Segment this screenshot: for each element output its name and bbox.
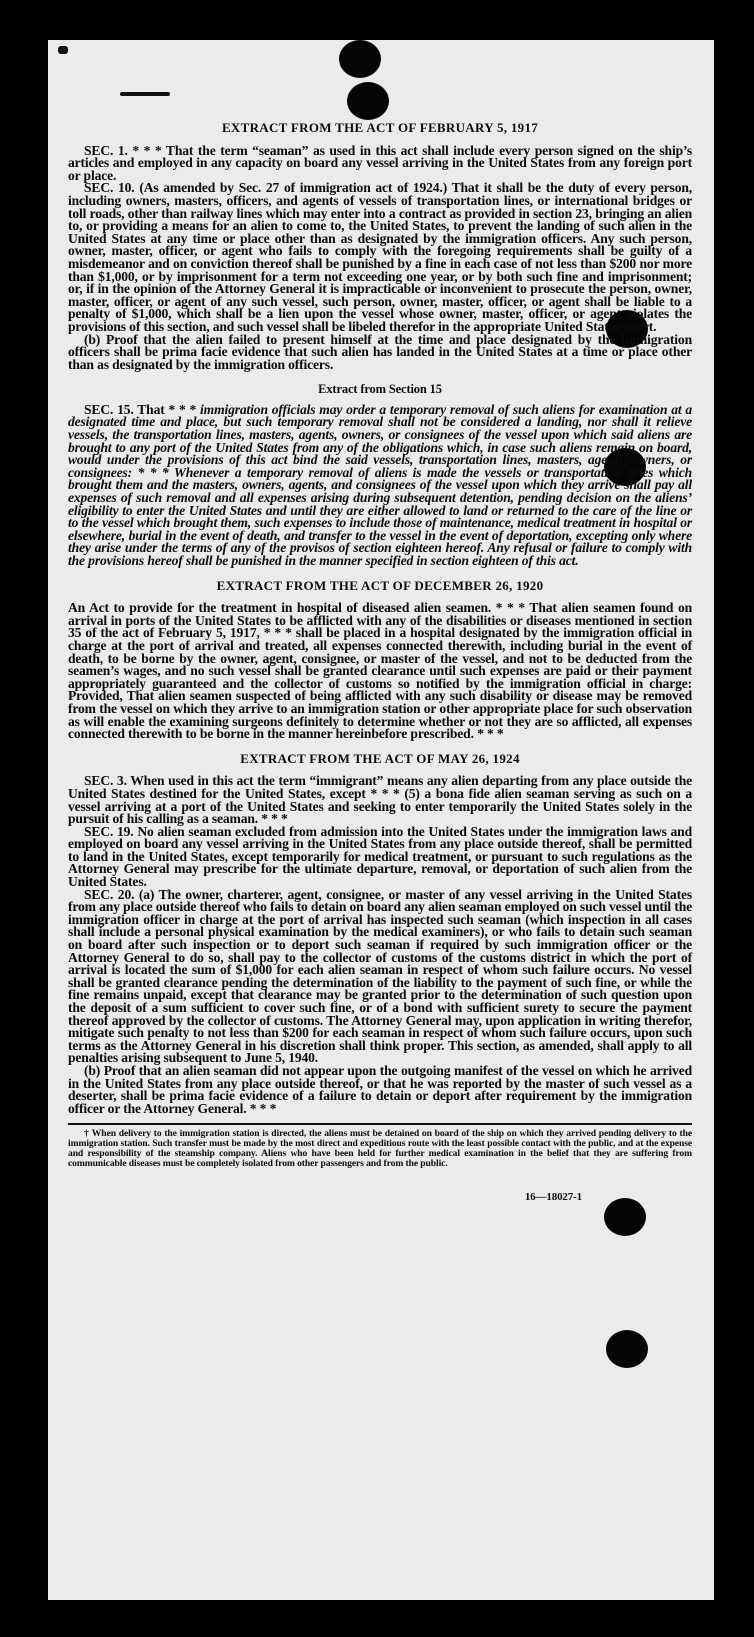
footnote: † When delivery to the immigration station is directed, the aliens must be detained on board of the ship on which they arrived pending delivery to the immigration station. Such transfer must be made by the most direct and expeditious route with the least possible contact with the public, and at the expense and responsibility of the steamship company. Aliens who have been held for further medical examination in the belief that they are suffering from communicable diseases must be completely isolated from other passengers and from the public. [68, 1128, 692, 1170]
paragraph-sec-20-b: (b) Proof that an alien seaman did not appear upon the outgoing manifest of the vessel on which he arrived in the United States from any place outside thereof, or that he was reported by the master of such vessel as a deserter, shall be prima facie evidence of a failure to detain or deport after requirement by the immigration officer or the Attorney General. * * * [68, 1062, 692, 1116]
paragraph-sec-1: SEC. 1. * * * That the term “seaman” as used in this act shall include every person signed on the ship’s articles and employed in any capacity on board any vessel arriving in the United States from any foreign port or place. [68, 142, 692, 183]
heading-act-1920: EXTRACT FROM THE ACT OF DECEMBER 26, 1920 [216, 577, 544, 593]
paragraph-act-1920: An Act to provide for the treatment in hospital of diseased alien seamen. * * * That alien seamen found on arrival in ports of the United States to be afflicted with any of the disabilities or diseases mentioned in section 35 of the act of February 5, 1917, * * * shall be placed in a hospital designated by the immigration official in charge at the port of arrival and treated, all expenses connected therewith, including burial in the event of death, to be borne by the owner, agent, consignee, or master of the vessel, and not to be deducted from the seamen’s wages, and no such vessel shall be granted clearance until such expenses are paid or their payment appropriately guaranteed and the collector of customs so notified by the immigration official in charge: Provided, That alien seamen suspected of being afflicted with any such disability or disease may be removed from the vessel on which they arrive to an immigration station or other appropriate place for such observation as will enable the examining surgeons definitely to determine whether or not they are so afflicted, all expenses connected therewith to be borne in the manner hereinbefore prescribed. * * * [68, 600, 692, 742]
heading-act-1917: EXTRACT FROM THE ACT OF FEBRUARY 5, 1917 [221, 120, 539, 135]
paragraph-sec-20-a: SEC. 20. (a) The owner, charterer, agent, consignee, or master of any vessel arriving in the United States from any place outside thereof who fails to detain on board any alien seaman employed on such vessel until the immigration officer in charge at the port of arrival has inspected such seaman (which inspection in all cases shall include a personal physical examination by the medical examiners), or who fails to detain such seaman on board after such inspection or to deport such seaman if required by such immigration officer or the Attorney General to do so, shall pay to the collector of customs of the customs district in which the port of arrival is located the sum of $1,000 for each alien seaman in respect of whom such failure occurs. No vessel shall be granted clearance pending the determination of the liability to the payment of such fine, or while the fine remains unpaid, except that clearance may be granted prior to the determination of such question upon the deposit of a sum sufficient to cover such fine, or of a bond with sufficient surety to secure the payment thereof approved by the collector of customs. The Attorney General may, upon application in writing therefor, mitigate such penalty to not less than $200 for each seaman in respect of whom such failure occurs, upon such terms as the Attorney General in his discretion shall think proper. This section, as amended, shall apply to all penalties arising subsequent to June 5, 1940. [68, 886, 692, 1066]
ink-smudge [58, 46, 68, 54]
divider [68, 1123, 692, 1125]
sec-15-body: immigration officials may order a temporary removal of such aliens for examination at a designated time and place, but such temporary removal shall not be considered a landing, nor shall it relieve vessels, the transportation lines, masters, agents, owners, or consignees of the vessel upon which said aliens are brought to any port of the United States from any of the obligations which, in case such aliens remain on board, would under the provisions of this act bind the said vessels, transportation lines, masters, agents, owners, or consignees: * * * Whenever a temporary removal of aliens is made the vessels or transportation lines which brought them and the masters, owners, agents, and consignees of the vessel upon which they arrive shall pay all expenses of such removal and all expenses arising during subsequent detention, pending decision on the aliens’ eligibility to enter the United States and until they are either allowed to land or returned to the care of the line or to the vessel which brought them, such expenses to include those of maintenance, medical treatment in hospital or elsewhere, burial in the event of death, and transfer to the vessel in the event of deportation, excepting only where they arise under the terms of any of the provisos of section eighteen hereof. Any refusal or failure to comply with the provisions hereof shall be punished in the manner specified in section eighteen of this act. [68, 401, 693, 568]
heading-act-1924: EXTRACT FROM THE ACT OF MAY 26, 1924 [240, 750, 520, 766]
form-number: 16—18027-1 [524, 1191, 582, 1204]
punch-hole [339, 40, 381, 78]
paragraph-sec-10-b: (b) Proof that the alien failed to present himself at the time and place designated by the immigration officers shall be prima facie evidence that such alien has landed in the United States at a time or place other than as designated by the immigration officers. [68, 331, 692, 372]
paragraph-sec-3: SEC. 3. When used in this act the term “immigrant” means any alien departing from any place outside the United States destined for the United States, except * * * (5) a bona fide alien seaman serving as such on a vessel arriving at a port of the United States and seeking to enter temporarily the United States solely in the pursuit of his calling as a seaman. * * * [68, 773, 692, 827]
ink-smudge [120, 92, 170, 96]
heading-section-15: Extract from Section 15 [318, 382, 442, 397]
punch-hole [606, 1330, 648, 1368]
paragraph-sec-19: SEC. 19. No alien seaman excluded from admission into the United States under the immigration laws and employed on board any vessel arriving in the United States from any place outside thereof, shall be permitted to land in the United States, except temporarily for medical treatment, or pursuant to such regulations as the Attorney General may prescribe for the ultimate departure, removal, or deportation of such alien from the United States. [68, 823, 692, 890]
paragraph-sec-15 [68, 401, 693, 568]
document-text [68, 118, 692, 1204]
paragraph-sec-10: SEC. 10. (As amended by Sec. 27 of immigration act of 1924.) That it shall be the duty of every person, including owners, masters, officers, and agents of vessels of transportation lines, or international bridges or toll roads, other than railway lines which may enter into a contract as provided in section 23, bringing an alien to, or providing a means for an alien to come to, the United States, to prevent the landing of such alien in the United States at any time or place other than as designated by the immigration officers. Any such person, owner, master, officer, or agent who fails to comply with the foregoing requirements shall be guilty of a misdemeanor and on conviction thereof shall be punished by a fine in each case of not less than $200 nor more than $1,000, or by imprisonment for a term not exceeding one year, or by both such fine and imprisonment; or, if in the opinion of the Attorney General it is impracticable or inconvenient to prosecute the person, owner, master, officer, or agent of any such vessel, such person, owner, master, officer, or agent shall be liable to a penalty of $1,000, which shall be a lien upon the vessel whose owner, master, officer, or agent violates the provisions of this section, and such vessel shall be libeled therefor in the appropriate United States court. [68, 180, 692, 334]
punch-hole [347, 82, 389, 120]
sec-15-lead: SEC. 15. That * * * [84, 401, 201, 417]
